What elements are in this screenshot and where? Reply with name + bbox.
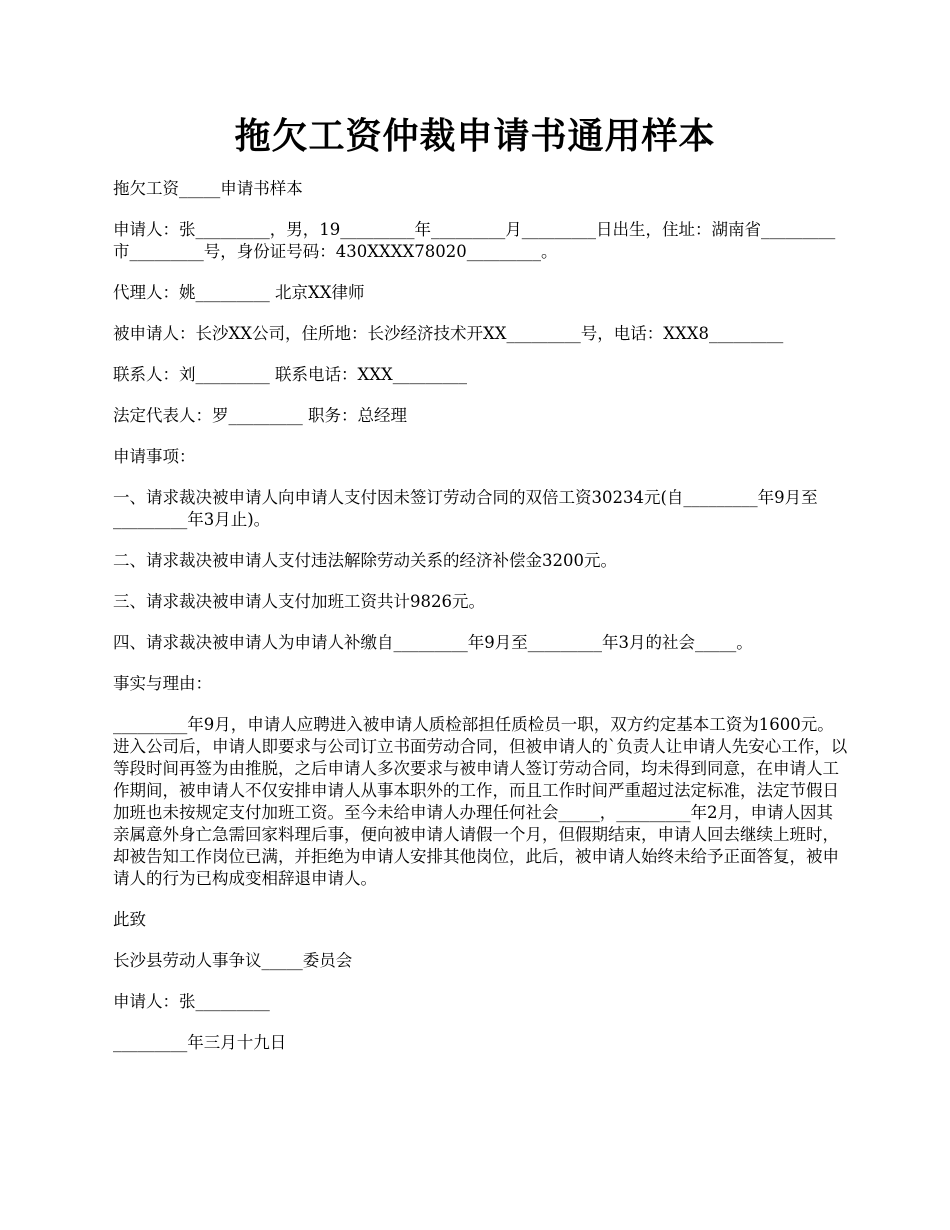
paragraph-facts-body: _________年9月，申请人应聘进入被申请人质检部担任质检员一职，双方约定基本工资为1600元。进入公司后，申请人即要求与公司订立书面劳动合同，但被申请人的`负责人让申请人先安心工作，以等段时间再签为由推脱，之后申请人多次要求与被申请人签订劳动合同，均未得到同意，在申请人工作期间，被申请人不仅安排申请人从事本职外的工作，而且工作时间严重超过法定标准，法定节假日加班也未按规定支付加班工资。至今未给申请人办理任何社会_____，_________年2月，申请人因其亲属意外身亡急需回家料理后事，便向被申请人请假一个月，但假期结束，申请人回去继续上班时，却被告知工作岗位已满，并拒绝为申请人安排其他岗位，此后，被申请人始终未给予正面答复，被申请人的行为已构成变相辞退申请人。	[113, 715, 848, 888]
paragraph-claim-4: 四、请求裁决被申请人为申请人补缴自_________年9月至_________年3月的社会_____。	[113, 633, 753, 652]
paragraph-claim-1: 一、请求裁决被申请人向申请人支付因未签订劳动合同的双倍工资30234元(自_________年9月至_________年3月止)。	[113, 488, 818, 529]
paragraph-salutation: 此致	[113, 910, 146, 929]
paragraph-subtitle: 拖欠工资_____申请书样本	[113, 179, 303, 198]
paragraph-agent: 代理人：姚_________ 北京XX律师	[113, 283, 365, 302]
paragraph-applicant: 申请人：张_________，男，19_________年_________月_________日出生，住址：湖南省_________市_________号，身份证号码：430XXXX78020_________。	[113, 220, 836, 261]
paragraph-contact: 联系人：刘_________ 联系电话：XXX_________	[113, 365, 467, 384]
paragraph-claim-2: 二、请求裁决被申请人支付违法解除劳动关系的经济补偿金3200元。	[113, 551, 617, 570]
document-body	[113, 178, 848, 1073]
document-title: 拖欠工资仲裁申请书通用样本	[234, 115, 716, 157]
paragraph-claims-heading: 申请事项：	[113, 447, 196, 466]
paragraph-legal-representative: 法定代表人：罗_________ 职务：总经理	[113, 406, 407, 425]
paragraph-signature: 申请人：张_________	[113, 992, 270, 1011]
paragraph-recipient: 长沙县劳动人事争议_____委员会	[113, 951, 353, 970]
paragraph-respondent: 被申请人：长沙XX公司，住所地：长沙经济技术开XX_________号，电话：XXX8_________	[113, 324, 784, 343]
paragraph-facts-heading: 事实与理由：	[113, 674, 212, 693]
paragraph-date: _________年三月十九日	[113, 1033, 287, 1052]
paragraph-claim-3: 三、请求裁决被申请人支付加班工资共计9826元。	[113, 592, 485, 611]
